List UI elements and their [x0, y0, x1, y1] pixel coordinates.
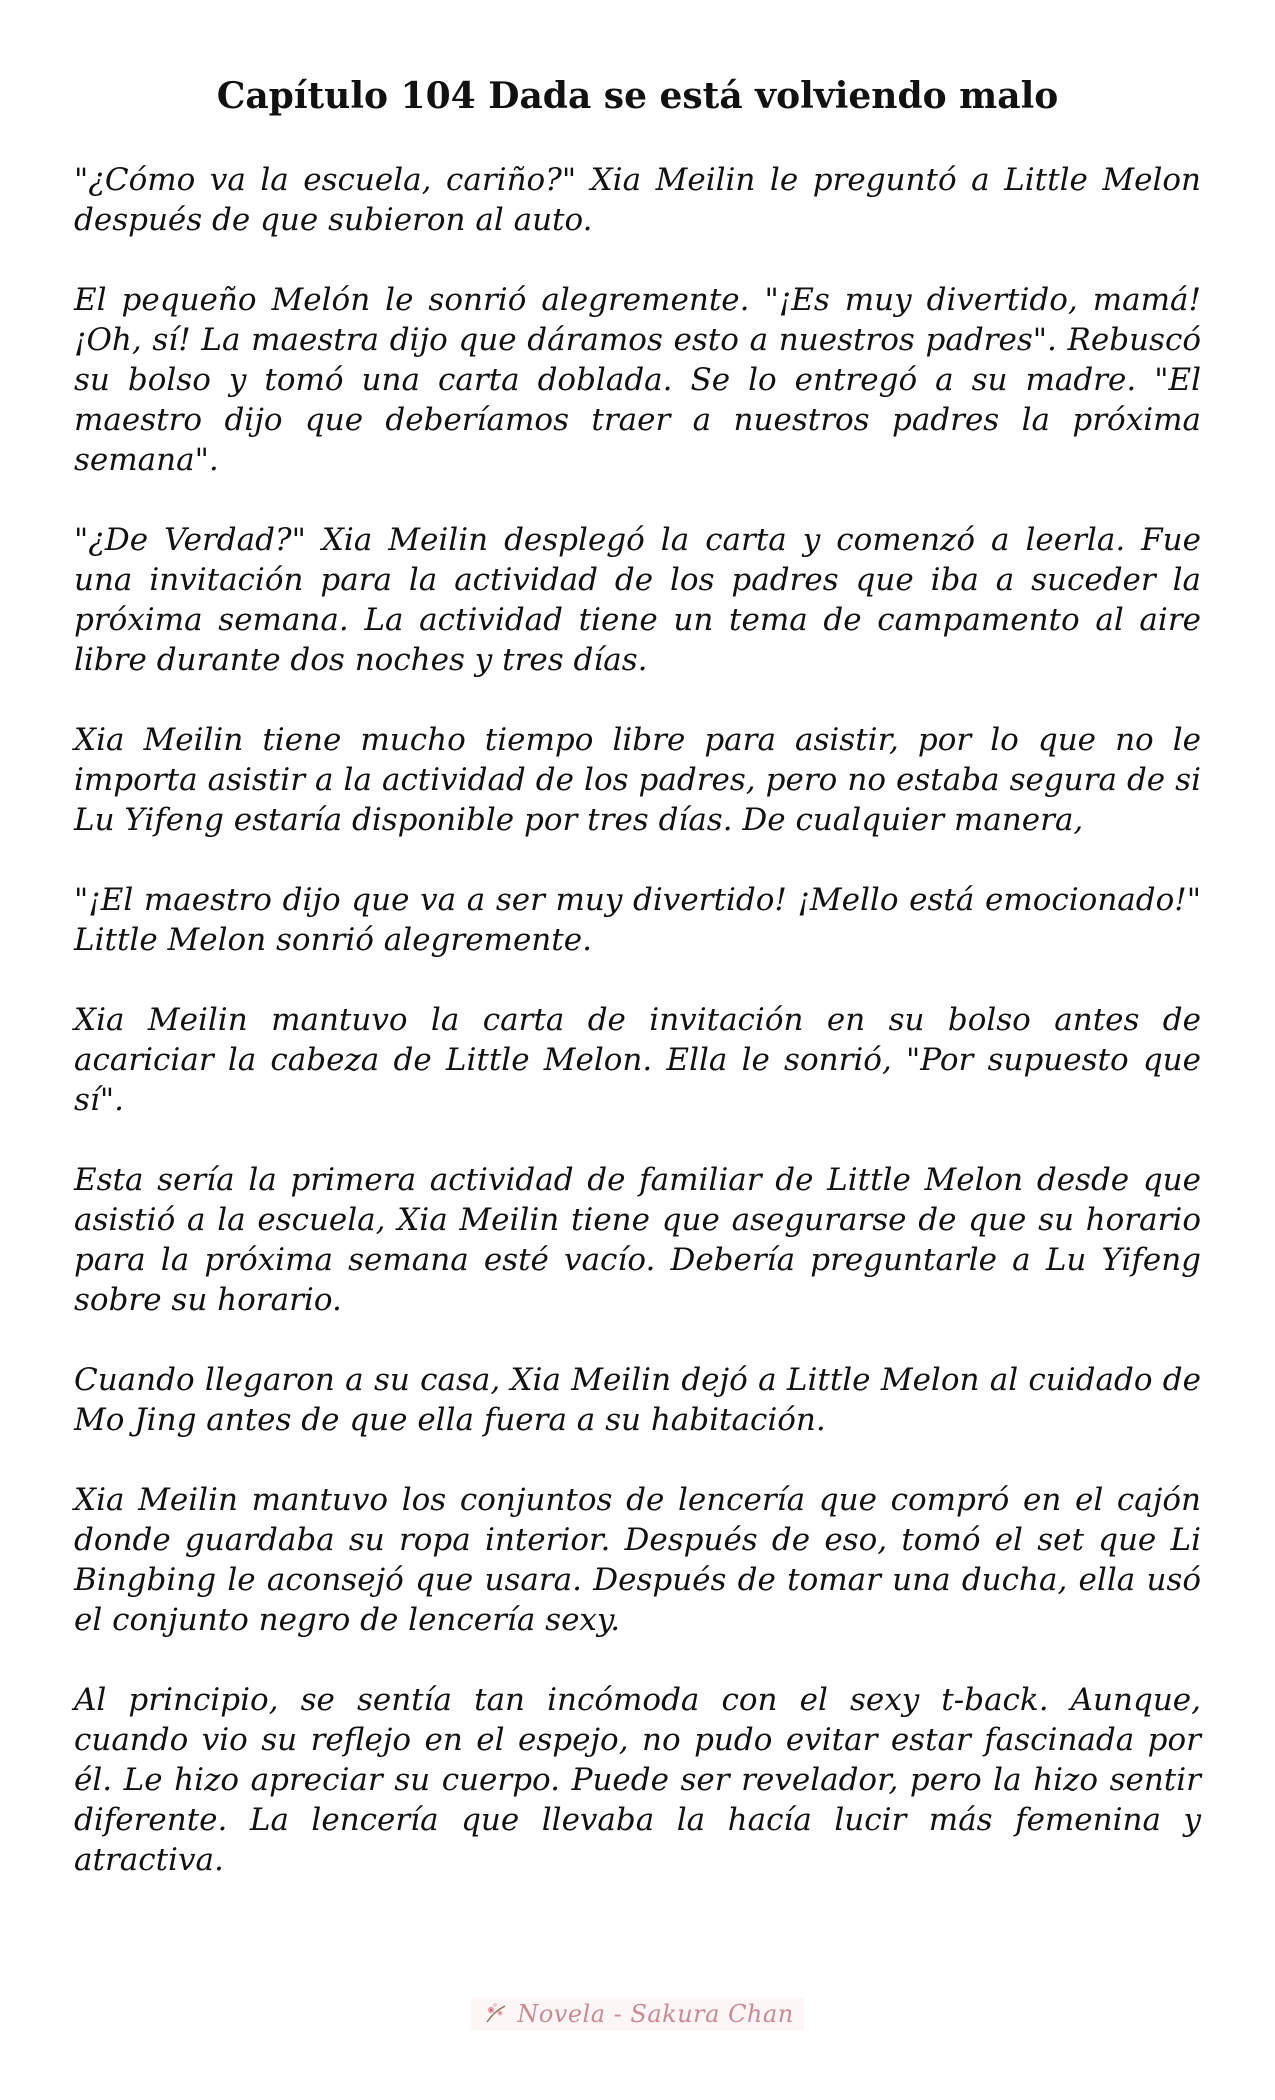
- chapter-body: [74, 160, 1201, 1920]
- paragraph: Al principio, se sentía tan incómoda con el sexy t-back. Aunque, cuando vio su reflejo en el espejo, no pudo evitar estar fascinada por él. Le hizo apreciar su cuerpo. Puede ser revelador, pero la hizo sentir diferente. La lencería que llevaba la hacía lucir más femenina y atractiva.: [74, 1682, 1201, 1878]
- paragraph: "¡El maestro dijo que va a ser muy divertido! ¡Mello está emocionado!" Little Melon sonrió alegremente.: [74, 882, 1201, 958]
- sakura-blossom-icon: [481, 2000, 509, 2028]
- chapter-title: Capítulo 104 Dada se está volviendo malo: [216, 75, 1059, 117]
- paragraph: Xia Meilin mantuvo los conjuntos de lencería que compró en el cajón donde guardaba su ropa interior. Después de eso, tomó el set que Li Bingbing le aconsejó que usara. Después de tomar una ducha, ella usó el conjunto negro de lencería sexy.: [74, 1482, 1201, 1638]
- footer-watermark: [0, 1998, 1275, 2030]
- paragraph: Xia Meilin mantuvo la carta de invitación en su bolso antes de acariciar la cabeza de Little Melon. Ella le sonrió, "Por supuesto que sí".: [74, 1002, 1201, 1118]
- paragraph: "¿Cómo va la escuela, cariño?" Xia Meilin le preguntó a Little Melon después de que subieron al auto.: [74, 162, 1201, 238]
- paragraph: Xia Meilin tiene mucho tiempo libre para asistir, por lo que no le importa asistir a la actividad de los padres, pero no estaba segura de si Lu Yifeng estaría disponible por tres días. De cualquier manera,: [74, 722, 1201, 838]
- paragraph: Esta sería la primera actividad de familiar de Little Melon desde que asistió a la escuela, Xia Meilin tiene que asegurarse de que su horario para la próxima semana esté vacío. Debería preguntarle a Lu Yifeng sobre su horario.: [74, 1162, 1201, 1318]
- paragraph: "¿De Verdad?" Xia Meilin desplegó la carta y comenzó a leerla. Fue una invitación para la actividad de los padres que iba a suceder la próxima semana. La actividad tiene un tema de campamento al aire libre durante dos noches y tres días.: [74, 522, 1201, 678]
- paragraph: El pequeño Melón le sonrió alegremente. "¡Es muy divertido, mamá! ¡Oh, sí! La maestra dijo que dáramos esto a nuestros padres". Rebuscó su bolso y tomó una carta doblada. Se lo entregó a su madre. "El maestro dijo que deberíamos traer a nuestros padres la próxima semana".: [74, 282, 1201, 478]
- watermark-badge: [471, 1998, 803, 2030]
- watermark-text: Novela - Sakura Chan: [517, 2000, 794, 2028]
- paragraph: Cuando llegaron a su casa, Xia Meilin dejó a Little Melon al cuidado de Mo Jing antes de que ella fuera a su habitación.: [74, 1362, 1201, 1438]
